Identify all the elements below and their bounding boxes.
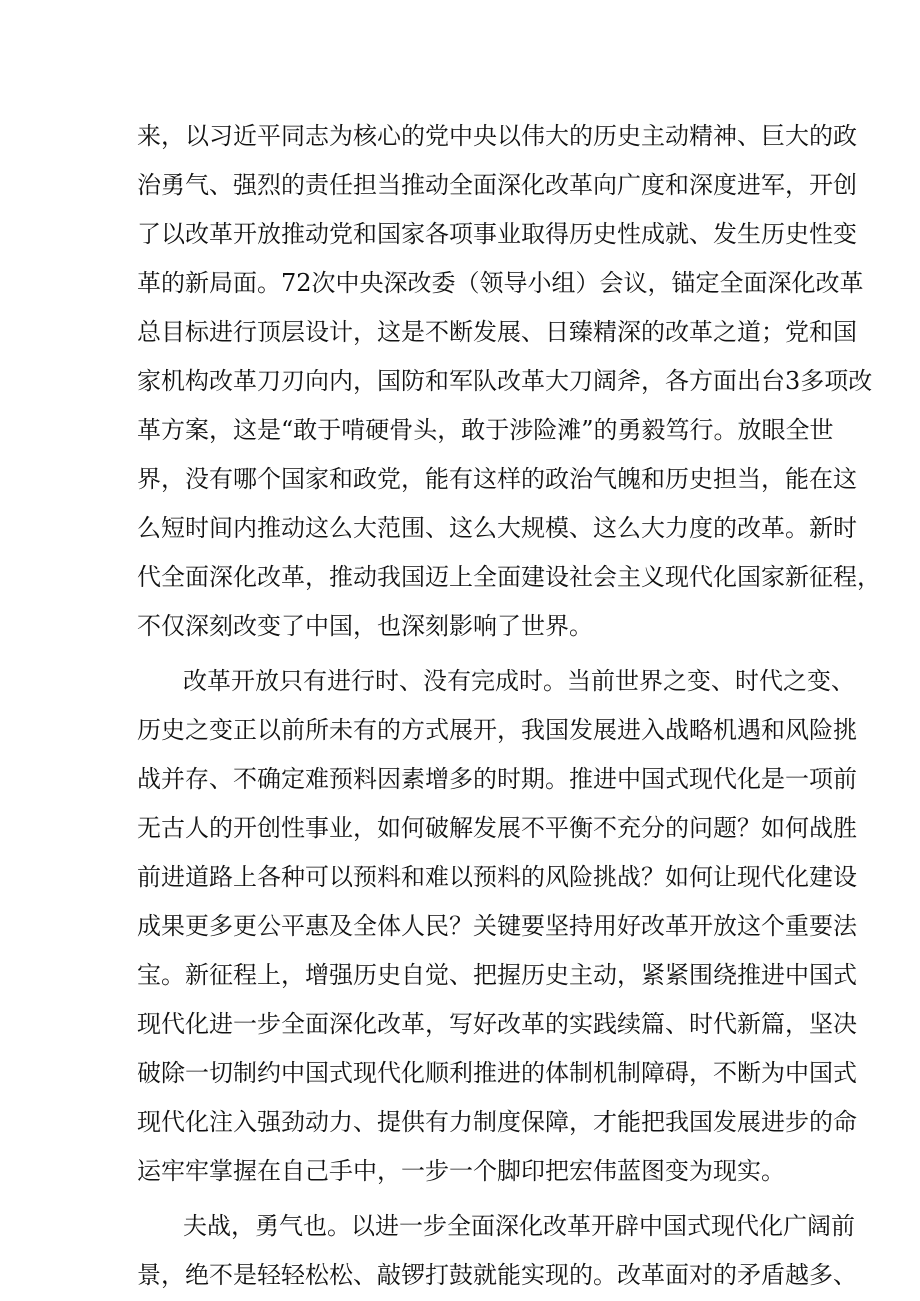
text-line: 前进道路上各种可以预料和难以预料的风险挑战？如何让现代化建设: [137, 863, 857, 891]
text-line: 革的新局面。72次中央深改委（领导小组）会议，锚定全面深化改革: [137, 269, 864, 297]
text-line: 不仅深刻改变了中国，也深刻影响了世界。: [137, 612, 593, 640]
text-line: 运牢牢掌握在自己手中，一步一个脚印把宏伟蓝图变为现实。: [137, 1157, 785, 1185]
text-line: 景，绝不是轻轻松松、敲锣打鼓就能实现的。改革面对的矛盾越多、: [137, 1261, 857, 1289]
text-line: 历史之变正以前所未有的方式展开，我国发展进入战略机遇和风险挑: [137, 716, 857, 744]
text-line: 成果更多更公平惠及全体人民？关键要坚持用好改革开放这个重要法: [137, 912, 857, 940]
text-line: 宝。新征程上，增强历史自觉、把握历史主动，紧紧围绕推进中国式: [137, 961, 857, 989]
text-line: 了以改革开放推动党和国家各项事业取得历史性成就、发生历史性变: [137, 220, 857, 248]
text-line: 代全面深化改革，推动我国迈上全面建设社会主义现代化国家新征程，: [137, 563, 881, 591]
text-line: 治勇气、强烈的责任担当推动全面深化改革向广度和深度进军，开创: [137, 171, 857, 199]
text-line: 无古人的开创性事业，如何破解发展不平衡不充分的问题？如何战胜: [137, 814, 857, 842]
text-line: 夫战，勇气也。以进一步全面深化改革开辟中国式现代化广阔前: [183, 1212, 855, 1240]
text-line: 家机构改革刀刃向内，国防和军队改革大刀阔斧，各方面出台3多项改: [137, 367, 873, 395]
text-line: 现代化进一步全面深化改革，写好改革的实践续篇、时代新篇，坚决: [137, 1010, 857, 1038]
text-line: 总目标进行顶层设计，这是不断发展、日臻精深的改革之道；党和国: [137, 318, 857, 346]
text-line: 革方案，这是“敢于啃硬骨头，敢于涉险滩”的勇毅笃行。放眼全世: [137, 416, 834, 444]
text-line: 界，没有哪个国家和政党，能有这样的政治气魄和历史担当，能在这: [137, 465, 857, 493]
text-line: 改革开放只有进行时、没有完成时。当前世界之变、时代之变、: [183, 667, 855, 695]
text-line: 破除一切制约中国式现代化顺利推进的体制机制障碍，不断为中国式: [137, 1059, 857, 1087]
text-line: 来，以习近平同志为核心的党中央以伟大的历史主动精神、巨大的政: [137, 122, 857, 150]
text-line: 现代化注入强劲动力、提供有力制度保障，才能把我国发展进步的命: [137, 1108, 857, 1136]
text-line: 战并存、不确定难预料因素增多的时期。推进中国式现代化是一项前: [137, 765, 857, 793]
text-line: 么短时间内推动这么大范围、这么大规模、这么大力度的改革。新时: [137, 514, 857, 542]
